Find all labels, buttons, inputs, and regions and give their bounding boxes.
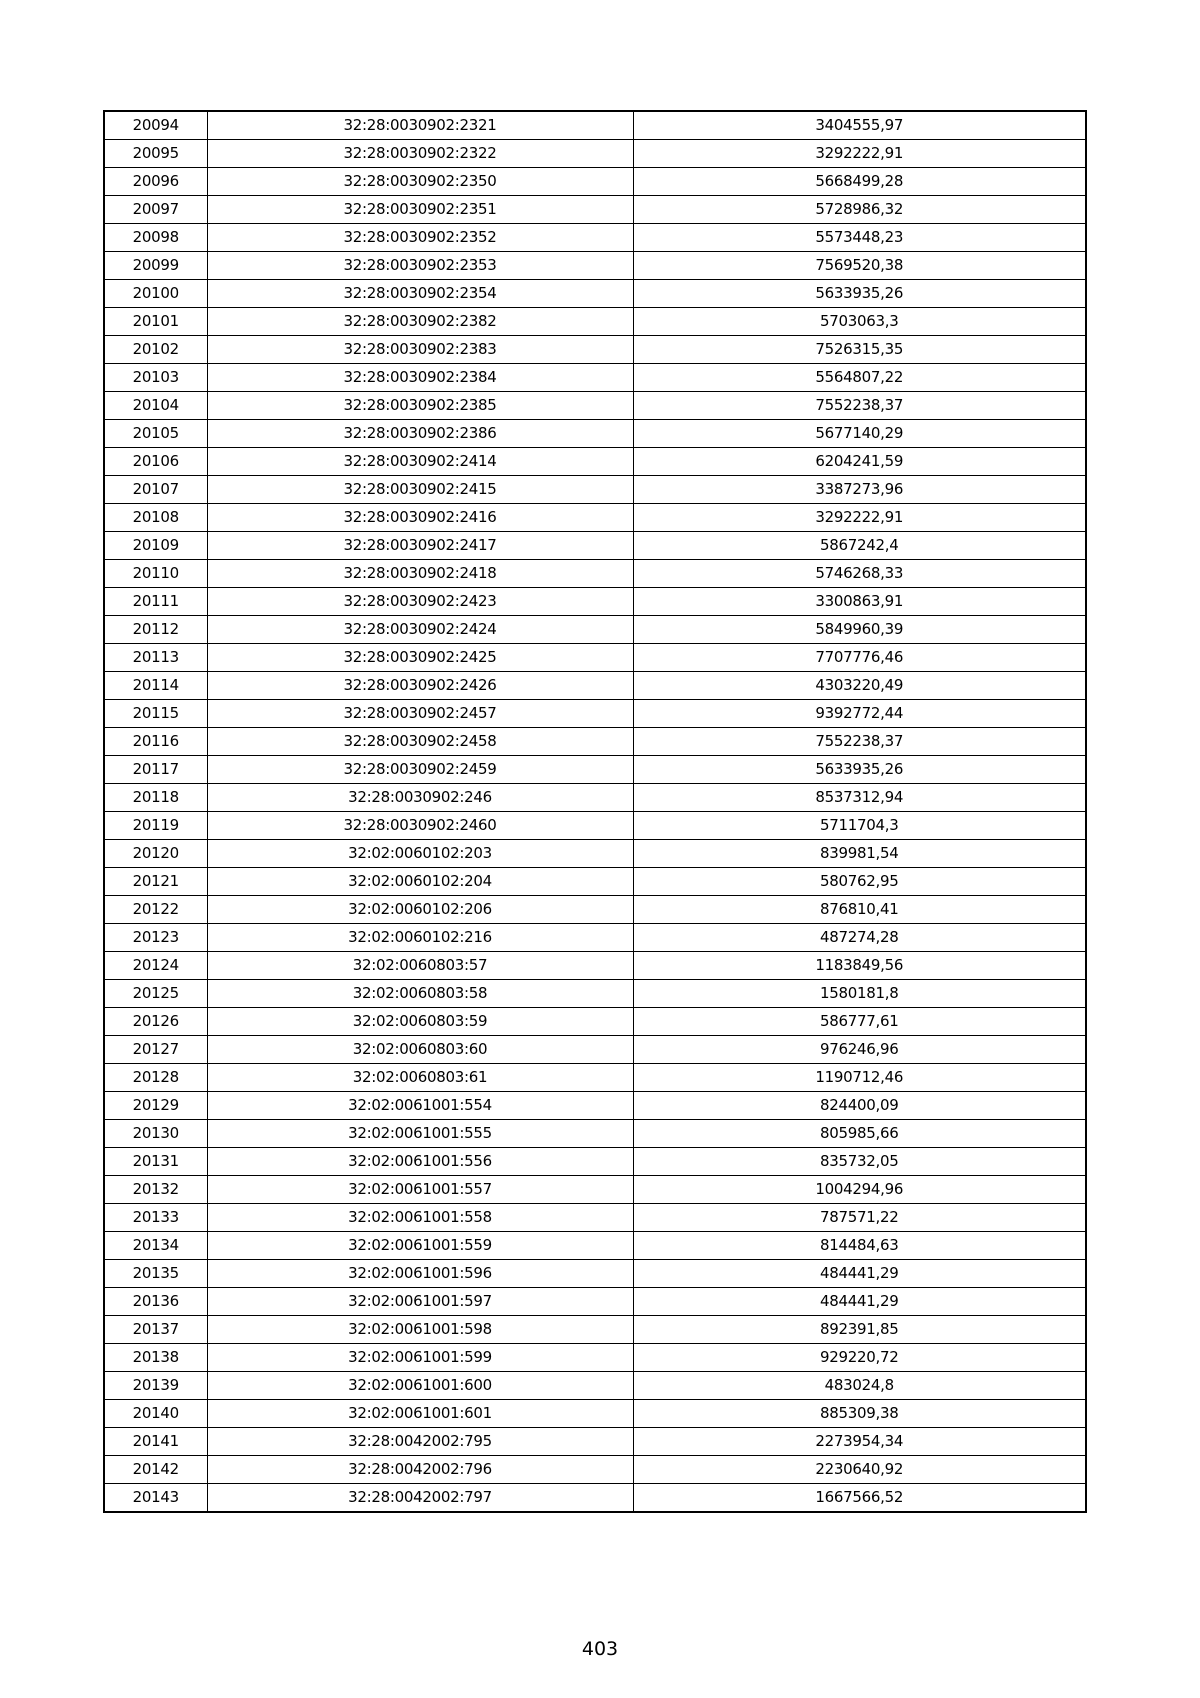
value-cell: 487274,28 <box>633 924 1086 952</box>
table-row <box>104 168 1086 196</box>
value-cell: 5711704,3 <box>633 812 1086 840</box>
value-cell: 5867242,4 <box>633 532 1086 560</box>
row-number-cell: 20140 <box>104 1400 207 1428</box>
row-number-cell: 20138 <box>104 1344 207 1372</box>
cadastral-number-cell: 32:28:0030902:2386 <box>207 420 633 448</box>
row-number-cell: 20097 <box>104 196 207 224</box>
value-cell: 3300863,91 <box>633 588 1086 616</box>
value-cell: 586777,61 <box>633 1008 1086 1036</box>
value-cell: 7526315,35 <box>633 336 1086 364</box>
value-cell: 3404555,97 <box>633 111 1086 140</box>
value-cell: 5633935,26 <box>633 280 1086 308</box>
value-cell: 885309,38 <box>633 1400 1086 1428</box>
table-row <box>104 1064 1086 1092</box>
value-cell: 3292222,91 <box>633 504 1086 532</box>
cadastral-number-cell: 32:02:0061001:557 <box>207 1176 633 1204</box>
row-number-cell: 20110 <box>104 560 207 588</box>
cadastral-number-cell: 32:28:0030902:2350 <box>207 168 633 196</box>
table-row <box>104 1092 1086 1120</box>
value-cell: 5564807,22 <box>633 364 1086 392</box>
table-row <box>104 504 1086 532</box>
row-number-cell: 20137 <box>104 1316 207 1344</box>
value-cell: 929220,72 <box>633 1344 1086 1372</box>
row-number-cell: 20117 <box>104 756 207 784</box>
value-cell: 8537312,94 <box>633 784 1086 812</box>
table-row <box>104 924 1086 952</box>
value-cell: 1190712,46 <box>633 1064 1086 1092</box>
row-number-cell: 20143 <box>104 1484 207 1513</box>
cadastral-number-cell: 32:02:0060803:58 <box>207 980 633 1008</box>
cadastral-number-cell: 32:02:0060803:61 <box>207 1064 633 1092</box>
row-number-cell: 20124 <box>104 952 207 980</box>
value-cell: 2273954,34 <box>633 1428 1086 1456</box>
table-row <box>104 476 1086 504</box>
row-number-cell: 20122 <box>104 896 207 924</box>
table-row <box>104 252 1086 280</box>
row-number-cell: 20126 <box>104 1008 207 1036</box>
value-cell: 787571,22 <box>633 1204 1086 1232</box>
table-row <box>104 1428 1086 1456</box>
table-row <box>104 1372 1086 1400</box>
table-row <box>104 1148 1086 1176</box>
value-cell: 7569520,38 <box>633 252 1086 280</box>
cadastral-number-cell: 32:02:0060102:203 <box>207 840 633 868</box>
row-number-cell: 20123 <box>104 924 207 952</box>
cadastral-number-cell: 32:28:0030902:2382 <box>207 308 633 336</box>
value-cell: 5633935,26 <box>633 756 1086 784</box>
row-number-cell: 20136 <box>104 1288 207 1316</box>
value-cell: 876810,41 <box>633 896 1086 924</box>
cadastral-number-cell: 32:28:0030902:2414 <box>207 448 633 476</box>
value-cell: 976246,96 <box>633 1036 1086 1064</box>
value-cell: 5677140,29 <box>633 420 1086 448</box>
cadastral-number-cell: 32:28:0030902:246 <box>207 784 633 812</box>
table-row <box>104 1344 1086 1372</box>
table-row <box>104 812 1086 840</box>
cadastral-number-cell: 32:02:0061001:601 <box>207 1400 633 1428</box>
table-row <box>104 1176 1086 1204</box>
table-row <box>104 111 1086 140</box>
cadastral-number-cell: 32:28:0042002:797 <box>207 1484 633 1513</box>
value-cell: 7707776,46 <box>633 644 1086 672</box>
row-number-cell: 20141 <box>104 1428 207 1456</box>
row-number-cell: 20142 <box>104 1456 207 1484</box>
row-number-cell: 20133 <box>104 1204 207 1232</box>
value-cell: 5849960,39 <box>633 616 1086 644</box>
table-row <box>104 196 1086 224</box>
value-cell: 1004294,96 <box>633 1176 1086 1204</box>
row-number-cell: 20105 <box>104 420 207 448</box>
cadastral-number-cell: 32:28:0030902:2417 <box>207 532 633 560</box>
cadastral-number-cell: 32:28:0030902:2458 <box>207 728 633 756</box>
value-cell: 5703063,3 <box>633 308 1086 336</box>
table-row <box>104 532 1086 560</box>
cadastral-number-cell: 32:28:0030902:2425 <box>207 644 633 672</box>
row-number-cell: 20095 <box>104 140 207 168</box>
table-row <box>104 952 1086 980</box>
row-number-cell: 20121 <box>104 868 207 896</box>
cadastral-number-cell: 32:28:0042002:796 <box>207 1456 633 1484</box>
row-number-cell: 20112 <box>104 616 207 644</box>
cadastral-number-cell: 32:02:0060803:57 <box>207 952 633 980</box>
row-number-cell: 20120 <box>104 840 207 868</box>
table-row <box>104 1456 1086 1484</box>
cadastral-number-cell: 32:28:0030902:2416 <box>207 504 633 532</box>
value-cell: 6204241,59 <box>633 448 1086 476</box>
cadastral-number-cell: 32:02:0061001:555 <box>207 1120 633 1148</box>
cadastral-number-cell: 32:28:0030902:2459 <box>207 756 633 784</box>
row-number-cell: 20130 <box>104 1120 207 1148</box>
row-number-cell: 20113 <box>104 644 207 672</box>
cadastral-number-cell: 32:02:0061001:596 <box>207 1260 633 1288</box>
value-cell: 5573448,23 <box>633 224 1086 252</box>
cadastral-number-cell: 32:28:0030902:2322 <box>207 140 633 168</box>
row-number-cell: 20102 <box>104 336 207 364</box>
table-row <box>104 1120 1086 1148</box>
value-cell: 4303220,49 <box>633 672 1086 700</box>
table-row <box>104 616 1086 644</box>
cadastral-number-cell: 32:28:0030902:2423 <box>207 588 633 616</box>
cadastral-number-cell: 32:02:0061001:556 <box>207 1148 633 1176</box>
value-cell: 2230640,92 <box>633 1456 1086 1484</box>
table-row <box>104 336 1086 364</box>
cadastral-number-cell: 32:28:0030902:2353 <box>207 252 633 280</box>
row-number-cell: 20096 <box>104 168 207 196</box>
row-number-cell: 20106 <box>104 448 207 476</box>
table-row <box>104 980 1086 1008</box>
cadastral-number-cell: 32:02:0060102:204 <box>207 868 633 896</box>
cadastral-number-cell: 32:28:0030902:2321 <box>207 111 633 140</box>
table-row <box>104 840 1086 868</box>
table-row <box>104 1204 1086 1232</box>
value-cell: 5668499,28 <box>633 168 1086 196</box>
cadastral-number-cell: 32:02:0061001:558 <box>207 1204 633 1232</box>
value-cell: 484441,29 <box>633 1260 1086 1288</box>
table-row <box>104 1316 1086 1344</box>
value-cell: 1667566,52 <box>633 1484 1086 1513</box>
table-row <box>104 420 1086 448</box>
table-row <box>104 672 1086 700</box>
value-cell: 814484,63 <box>633 1232 1086 1260</box>
row-number-cell: 20103 <box>104 364 207 392</box>
cadastral-number-cell: 32:28:0030902:2415 <box>207 476 633 504</box>
table-row <box>104 364 1086 392</box>
row-number-cell: 20125 <box>104 980 207 1008</box>
cadastral-number-cell: 32:28:0030902:2351 <box>207 196 633 224</box>
row-number-cell: 20127 <box>104 1036 207 1064</box>
row-number-cell: 20098 <box>104 224 207 252</box>
row-number-cell: 20135 <box>104 1260 207 1288</box>
row-number-cell: 20132 <box>104 1176 207 1204</box>
table-row <box>104 644 1086 672</box>
value-cell: 1183849,56 <box>633 952 1086 980</box>
table-row <box>104 868 1086 896</box>
value-cell: 9392772,44 <box>633 700 1086 728</box>
row-number-cell: 20129 <box>104 1092 207 1120</box>
cadastral-number-cell: 32:02:0060803:59 <box>207 1008 633 1036</box>
table-row <box>104 560 1086 588</box>
data-table <box>103 110 1087 1513</box>
row-number-cell: 20116 <box>104 728 207 756</box>
cadastral-number-cell: 32:02:0060102:216 <box>207 924 633 952</box>
table-row <box>104 308 1086 336</box>
cadastral-number-cell: 32:02:0060803:60 <box>207 1036 633 1064</box>
cadastral-number-cell: 32:28:0030902:2352 <box>207 224 633 252</box>
row-number-cell: 20134 <box>104 1232 207 1260</box>
table-row <box>104 140 1086 168</box>
value-cell: 7552238,37 <box>633 392 1086 420</box>
value-cell: 484441,29 <box>633 1288 1086 1316</box>
cadastral-number-cell: 32:02:0061001:559 <box>207 1232 633 1260</box>
value-cell: 835732,05 <box>633 1148 1086 1176</box>
table-row <box>104 1036 1086 1064</box>
page-number: 403 <box>581 1638 619 1660</box>
cadastral-number-cell: 32:28:0030902:2426 <box>207 672 633 700</box>
value-cell: 580762,95 <box>633 868 1086 896</box>
table-row <box>104 728 1086 756</box>
table-row <box>104 896 1086 924</box>
value-cell: 839981,54 <box>633 840 1086 868</box>
table-row <box>104 1288 1086 1316</box>
table-row <box>104 224 1086 252</box>
value-cell: 805985,66 <box>633 1120 1086 1148</box>
cadastral-number-cell: 32:28:0030902:2457 <box>207 700 633 728</box>
cadastral-number-cell: 32:02:0061001:554 <box>207 1092 633 1120</box>
table-row <box>104 1484 1086 1513</box>
row-number-cell: 20094 <box>104 111 207 140</box>
table-row <box>104 784 1086 812</box>
cadastral-number-cell: 32:28:0042002:795 <box>207 1428 633 1456</box>
cadastral-number-cell: 32:02:0061001:600 <box>207 1372 633 1400</box>
row-number-cell: 20115 <box>104 700 207 728</box>
row-number-cell: 20131 <box>104 1148 207 1176</box>
table-body <box>104 111 1086 1512</box>
cadastral-number-cell: 32:02:0061001:598 <box>207 1316 633 1344</box>
cadastral-number-cell: 32:28:0030902:2384 <box>207 364 633 392</box>
row-number-cell: 20111 <box>104 588 207 616</box>
row-number-cell: 20107 <box>104 476 207 504</box>
table-row <box>104 1400 1086 1428</box>
value-cell: 483024,8 <box>633 1372 1086 1400</box>
table-row <box>104 588 1086 616</box>
value-cell: 7552238,37 <box>633 728 1086 756</box>
row-number-cell: 20128 <box>104 1064 207 1092</box>
cadastral-number-cell: 32:28:0030902:2354 <box>207 280 633 308</box>
table-row <box>104 392 1086 420</box>
row-number-cell: 20139 <box>104 1372 207 1400</box>
cadastral-number-cell: 32:02:0061001:599 <box>207 1344 633 1372</box>
row-number-cell: 20109 <box>104 532 207 560</box>
row-number-cell: 20119 <box>104 812 207 840</box>
value-cell: 3387273,96 <box>633 476 1086 504</box>
table-row <box>104 756 1086 784</box>
cadastral-number-cell: 32:02:0060102:206 <box>207 896 633 924</box>
cadastral-number-cell: 32:28:0030902:2424 <box>207 616 633 644</box>
table-row <box>104 1260 1086 1288</box>
value-cell: 5746268,33 <box>633 560 1086 588</box>
value-cell: 3292222,91 <box>633 140 1086 168</box>
table-row <box>104 700 1086 728</box>
value-cell: 824400,09 <box>633 1092 1086 1120</box>
row-number-cell: 20108 <box>104 504 207 532</box>
cadastral-number-cell: 32:28:0030902:2385 <box>207 392 633 420</box>
row-number-cell: 20104 <box>104 392 207 420</box>
row-number-cell: 20101 <box>104 308 207 336</box>
table-row <box>104 1008 1086 1036</box>
row-number-cell: 20114 <box>104 672 207 700</box>
value-cell: 892391,85 <box>633 1316 1086 1344</box>
row-number-cell: 20100 <box>104 280 207 308</box>
cadastral-number-cell: 32:28:0030902:2383 <box>207 336 633 364</box>
row-number-cell: 20099 <box>104 252 207 280</box>
table-row <box>104 1232 1086 1260</box>
row-number-cell: 20118 <box>104 784 207 812</box>
table-row <box>104 280 1086 308</box>
table-row <box>104 448 1086 476</box>
value-cell: 1580181,8 <box>633 980 1086 1008</box>
cadastral-number-cell: 32:02:0061001:597 <box>207 1288 633 1316</box>
cadastral-number-cell: 32:28:0030902:2460 <box>207 812 633 840</box>
cadastral-number-cell: 32:28:0030902:2418 <box>207 560 633 588</box>
value-cell: 5728986,32 <box>633 196 1086 224</box>
